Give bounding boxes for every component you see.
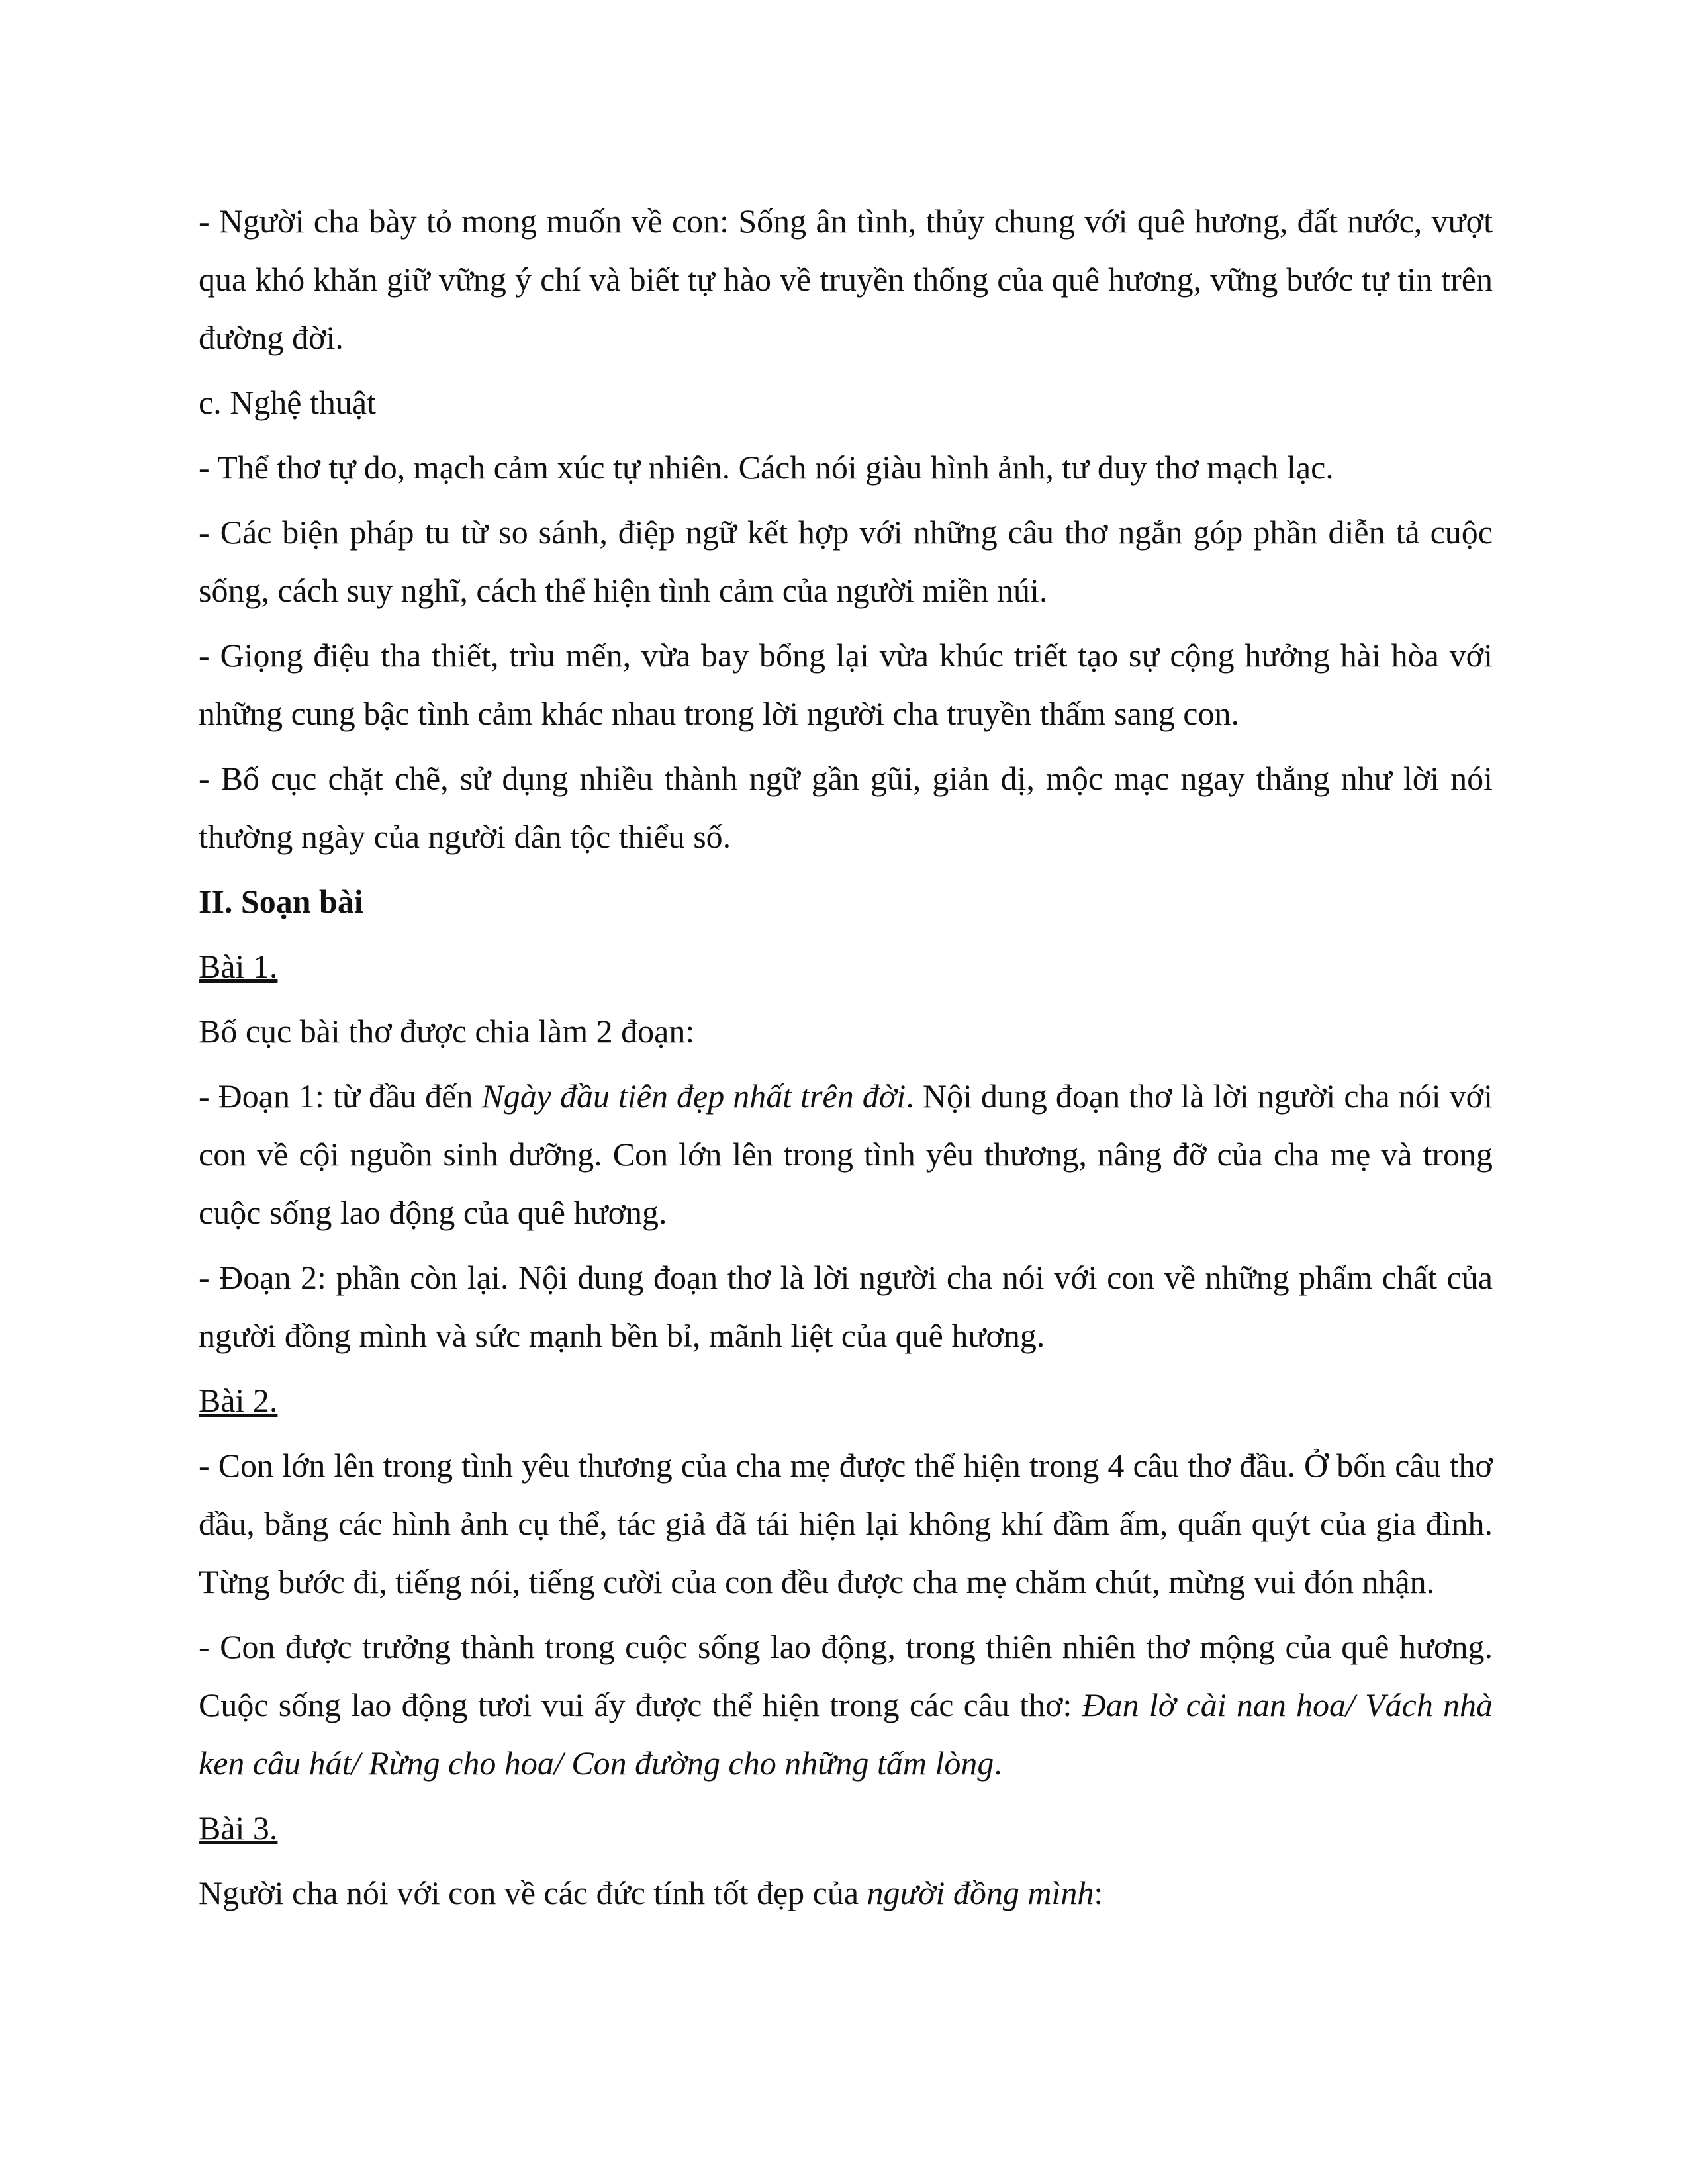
section-art-title: c. Nghệ thuật [199,384,376,421]
paragraph-structure: - Bố cục chặt chẽ, sử dụng nhiều thành ngữ gần gũi, giản dị, mộc mạc ngay thẳng như lời nói thường ngày của người dân tộc thiểu số. [199,760,1493,855]
paragraph-virtues [199,1864,1493,1922]
exercise-2-title: Bài 2. [199,1382,278,1419]
paragraph-part-2: - Đoạn 2: phần còn lại. Nội dung đoạn thơ là lời người cha nói với con về những phẩm chất của người đồng mình và sức mạnh bền bỉ, mãnh liệt của quê hương. [199,1259,1493,1354]
paragraph-layout-intro: Bố cục bài thơ được chia làm 2 đoạn: [199,1013,695,1050]
paragraph-part-1 [199,1067,1493,1242]
document-page [199,192,1493,1929]
exercise-1-title: Bài 1. [199,948,278,985]
paragraph-free-verse: - Thể thơ tự do, mạch cảm xúc tự nhiên. Cách nói giàu hình ảnh, tư duy thơ mạch lạc. [199,449,1334,486]
section-heading: II. Soạn bài [199,883,363,920]
text-span: : [1094,1874,1103,1911]
text-span: - Con được trưởng thành trong cuộc sống lao động, trong thiên nhiên thơ mộng của quê hương. Cuộc sống lao động tươi vui ấy được thể hiện trong các câu thơ: [199,1628,1493,1723]
italic-quote: Đan lờ cài nan hoa/ Vách nhà ken câu hát/ Rừng cho hoa/ Con đường cho những tấm lòng [199,1686,1493,1782]
text-span: - Đoạn 1: từ đầu đến [199,1077,482,1115]
paragraph-father-wish: - Người cha bày tỏ mong muốn về con: Sống ân tình, thủy chung với quê hương, đất nước, vượt qua khó khăn giữ vững ý chí và biết tự hào về truyền thống của quê hương, vững bước tự tin trên đường đời. [199,203,1493,356]
paragraph-tone: - Giọng điệu tha thiết, trìu mến, vừa bay bổng lại vừa khúc triết tạo sự cộng hưởng hài hòa với những cung bậc tình cảm khác nhau trong lời người cha truyền thấm sang con. [199,637,1493,732]
text-span: . Nội dung đoạn thơ là lời người cha nói với con về cội nguồn sinh dưỡng. Con lớn lên trong tình yêu thương, nâng đỡ của cha mẹ và trong cuộc sống lao động của quê hương. [199,1077,1493,1231]
text-span: Người cha nói với con về các đức tính tốt đẹp của [199,1874,867,1911]
paragraph-growing-up: - Con lớn lên trong tình yêu thương của cha mẹ được thể hiện trong 4 câu thơ đầu. Ở bốn câu thơ đầu, bằng các hình ảnh cụ thể, tác giả đã tái hiện lại không khí đầm ấm, quấn quýt của gia đình. Từng bước đi, tiếng nói, tiếng cười của con đều được cha mẹ chăm chút, mừng vui đón nhận. [199,1447,1493,1600]
exercise-3-title: Bài 3. [199,1809,278,1846]
italic-quote: Ngày đầu tiên đẹp nhất trên đời [481,1077,906,1115]
paragraph-labor-life [199,1617,1493,1792]
text-span: . [994,1745,1002,1782]
italic-quote: người đồng mình [867,1874,1094,1911]
paragraph-rhetoric: - Các biện pháp tu từ so sánh, điệp ngữ kết hợp với những câu thơ ngắn góp phần diễn tả cuộc sống, cách suy nghĩ, cách thể hiện tình cảm của người miền núi. [199,514,1493,609]
